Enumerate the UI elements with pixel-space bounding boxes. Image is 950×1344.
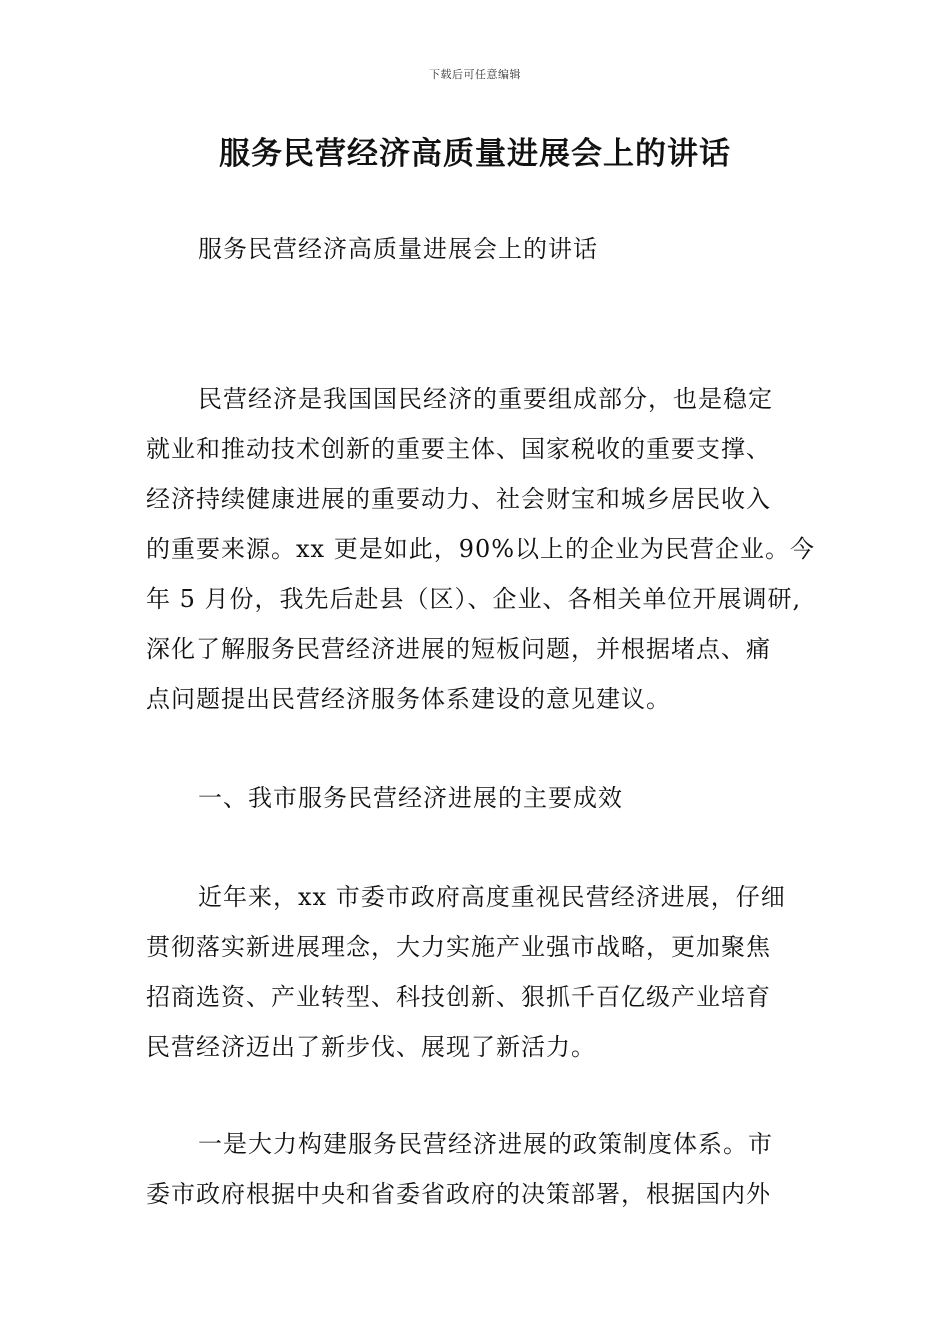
paragraph-2-line-1: 近年来，xx 市委市政府高度重视民营经济进展，仔细 — [198, 883, 786, 911]
paragraph-3-line-1: 一是大力构建服务民营经济进展的政策制度体系。市 — [198, 1130, 773, 1158]
paragraph-2 — [146, 872, 810, 1072]
header-note: 下载后可任意编辑 — [429, 68, 521, 81]
paragraph-1-line-3: 经济持续健康进展的重要动力、社会财宝和城乡居民收入 — [146, 485, 771, 513]
paragraph-2-line-4: 民营经济迈出了新步伐、展现了新活力。 — [146, 1033, 596, 1061]
paragraph-1-line-2: 就业和推动技术创新的重要主体、国家税收的重要支撑、 — [146, 435, 771, 463]
paragraph-1-line-1: 民营经济是我国国民经济的重要组成部分，也是稳定 — [198, 385, 773, 413]
paragraph-2-line-3: 招商选资、产业转型、科技创新、狠抓千百亿级产业培育 — [146, 983, 771, 1011]
document-subtitle: 服务民营经济高质量进展会上的讲话 — [198, 235, 598, 263]
document-title: 服务民营经济高质量进展会上的讲话 — [219, 136, 731, 172]
paragraph-3 — [146, 1119, 810, 1219]
paragraph-1-line-6: 深化了解服务民营经济进展的短板问题，并根据堵点、痛 — [146, 635, 771, 663]
paragraph-3-line-2: 委市政府根据中央和省委省政府的决策部署，根据国内外 — [146, 1180, 771, 1208]
paragraph-1-line-5: 年 5 月份，我先后赴县（区）、企业、各相关单位开展调研, — [146, 585, 802, 613]
paragraph-1 — [146, 374, 816, 724]
paragraph-2-line-2: 贯彻落实新进展理念，大力实施产业强市战略，更加聚焦 — [146, 933, 771, 961]
paragraph-1-line-7: 点问题提出民营经济服务体系建设的意见建议。 — [146, 685, 671, 713]
section-heading-1: 一、我市服务民营经济进展的主要成效 — [198, 784, 623, 812]
paragraph-1-line-4: 的重要来源。xx 更是如此，90%以上的企业为民营企业。今 — [146, 535, 816, 563]
